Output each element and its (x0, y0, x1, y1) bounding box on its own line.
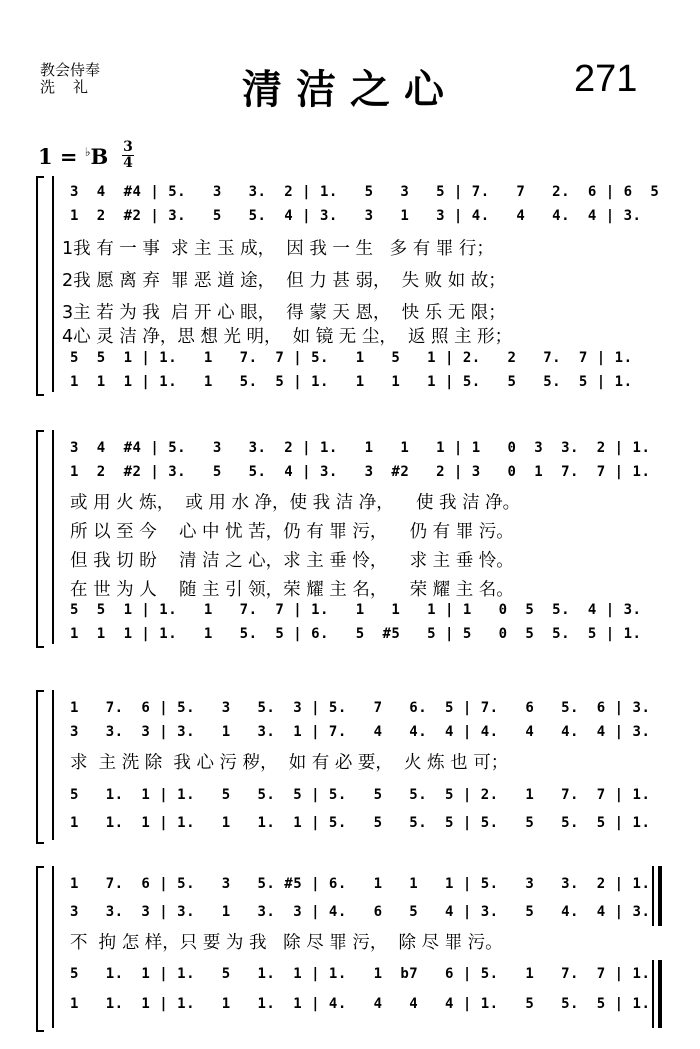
time-top: 3 (123, 139, 133, 155)
hymn-number: 271 (574, 58, 638, 100)
alto-line: 3 3. 3 | 3. 1 3. 1 | 7. 4 4. 4 | 4. 4 4. 4 | 3. (70, 724, 651, 740)
tenor-line: 5 1. 1 | 1. 5 1. 1 | 1. 1 b7 6 | 5. 1 7. 7 | 1. (70, 966, 651, 982)
verse-1-lyric: 或 用 火 炼， 或 用 水 净，使 我 洁 净， 使 我 洁 净。 (70, 493, 521, 513)
key-signature (38, 144, 108, 169)
system-start-line (52, 176, 54, 392)
bass-line: 1 1. 1 | 1. 1 1. 1 | 4. 4 4 4 | 1. 5 5. 5 | 1. (70, 996, 651, 1012)
final-barline-thick (658, 866, 662, 926)
time-bottom: 4 (123, 155, 133, 171)
time-signature (122, 140, 134, 171)
system-start-line (52, 866, 54, 1028)
tenor-line: 5 5 1 | 1. 1 7. 7 | 5. 1 5 1 | 2. 2 7. 7 | 1. (70, 350, 633, 366)
key-note: B (90, 144, 109, 169)
system-bracket (36, 690, 44, 844)
final-barline-thin (652, 960, 654, 1028)
verse-2-lyric: 所 以 至 今 心 中 忧 苦，仍 有 罪 污， 仍 有 罪 污。 (70, 522, 514, 542)
final-barline-thick (658, 960, 662, 1028)
soprano-line: 1 7. 6 | 5. 3 5. #5 | 6. 1 1 1 | 5. 3 3. 2 | 1. (70, 876, 651, 892)
verse-1-lyric: 1我 有 一 事 求 主 玉 成， 因 我 一 生 多 有 罪 行； (62, 239, 494, 259)
verse-4-lyric: 4心 灵 洁 净，思 想 光 明， 如 镜 无 尘， 返 照 主 形； (62, 327, 513, 347)
verse-lyric: 求 主 洗 除 我 心 污 秽， 如 有 必 要， 火 炼 也 可； (70, 753, 509, 773)
system-bracket (36, 176, 44, 396)
soprano-line: 1 7. 6 | 5. 3 5. 3 | 5. 7 6. 5 | 7. 6 5. 6 | 3. (70, 700, 651, 716)
tenor-line: 5 1. 1 | 1. 5 5. 5 | 5. 5 5. 5 | 2. 1 7. 7 | 1. (70, 787, 651, 803)
system-bracket (36, 866, 44, 1032)
verse-lyric: 不 拘 怎 样，只 要 为 我 除 尽 罪 污， 除 尽 罪 污。 (70, 933, 503, 953)
tenor-line: 5 5 1 | 1. 1 7. 7 | 1. 1 1 1 | 1 0 5 5. 4 | 3. (70, 602, 642, 618)
subcategory-label: 洗礼 (40, 78, 107, 96)
hymn-title: 清洁之心 (242, 67, 458, 113)
bass-line: 1 1. 1 | 1. 1 1. 1 | 5. 5 5. 5 | 5. 5 5. 5 | 1. (70, 815, 651, 831)
verse-2-lyric: 2我 愿 离 弃 罪 恶 道 途， 但 力 甚 弱， 失 败 如 故； (62, 271, 506, 291)
verse-3-lyric: 但 我 切 盼 清 洁 之 心，求 主 垂 怜， 求 主 垂 怜。 (70, 551, 514, 571)
alto-line: 1 2 #2 | 3. 5 5. 4 | 3. 3 1 3 | 4. 4 4. 4 | 3. (70, 208, 642, 224)
category-label: 教会侍奉 (40, 61, 101, 79)
verse-4-lyric: 在 世 为 人 随 主 引 领，荣 耀 主 名， 荣 耀 主 名。 (70, 580, 514, 600)
flat-sign: ♭ (84, 145, 91, 159)
bass-line: 1 1 1 | 1. 1 5. 5 | 6. 5 #5 5 | 5 0 5 5. 5 | 1. (70, 626, 642, 642)
soprano-line: 3 4 #4 | 5. 3 3. 2 | 1. 1 1 1 | 1 0 3 3. 2 | 1. (70, 440, 651, 456)
final-barline-thin (652, 866, 654, 926)
system-start-line (52, 690, 54, 840)
system-start-line (52, 430, 54, 644)
soprano-line: 3 4 #4 | 5. 3 3. 2 | 1. 5 3 5 | 7. 7 2. 6 | 6 5 (70, 184, 660, 200)
alto-line: 1 2 #2 | 3. 5 5. 4 | 3. 3 #2 2 | 3 0 1 7. 7 | 1. (70, 464, 651, 480)
alto-line: 3 3. 3 | 3. 1 3. 3 | 4. 6 5 4 | 3. 5 4. 4 | 3. (70, 904, 651, 920)
verse-3-lyric: 3主 若 为 我 启 开 心 眼， 得 蒙 天 恩， 快 乐 无 限； (62, 303, 506, 323)
system-bracket (36, 430, 44, 648)
key-prefix: 1 = (38, 144, 85, 169)
bass-line: 1 1 1 | 1. 1 5. 5 | 1. 1 1 1 | 5. 5 5. 5 | 1. (70, 374, 633, 390)
